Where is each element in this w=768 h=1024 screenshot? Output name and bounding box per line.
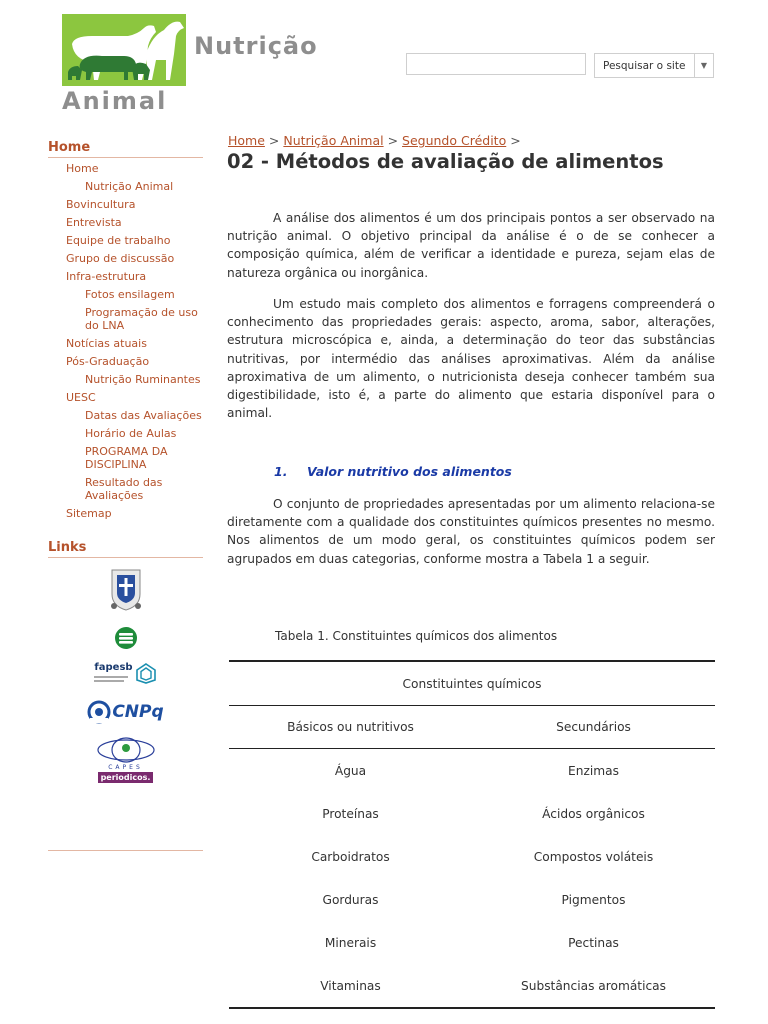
site-logo[interactable] [62,14,186,86]
breadcrumb-separator: > [387,133,399,148]
cnpq-mark [87,700,163,724]
site-title-line2[interactable]: Animal [62,87,168,115]
table-cell: Pectinas [568,935,619,950]
uesc-crest-icon [108,566,144,612]
breadcrumb-home[interactable]: Home [228,133,265,148]
table-cell: Carboidratos [311,849,390,864]
sidebar-item[interactable]: Entrevista [66,216,122,229]
search-button[interactable] [594,53,714,78]
sidebar-item[interactable]: Bovincultura [66,198,136,211]
capes-mark [96,736,156,783]
page-title: 02 - Métodos de avaliação de alimentos [227,150,664,173]
paragraph-study-text: Um estudo mais completo dos alimentos e forragens compreenderá o conhecimento das propriedades gerais: aspecto, aroma, sabor, alterações, estrutura microscópica e, ainda, a determinação do teor das substâncias nutritivas, por intermédio das análises aproximativas. Além da análise aproximativa de um alimento, o nutricionista deseja conhecer também sua digestibilidade, isto é, a parte do alimento que estaria disponível para o animal. [227,297,715,421]
table-cell: Ácidos orgânicos [542,806,645,821]
uesc-logo[interactable] [48,566,203,612]
paragraph-study [227,295,715,422]
search-button-label: Pesquisar o site [603,59,686,72]
table-cell: Minerais [324,935,377,950]
sidebar-item[interactable]: Sitemap [66,507,112,520]
sidebar-heading-home[interactable]: Home [48,140,203,158]
breadcrumb-nutricao-animal[interactable]: Nutrição Animal [283,133,384,148]
sidebar [48,140,203,795]
table-row [229,921,715,964]
breadcrumb-separator: > [268,133,280,148]
table-caption: Tabela 1. Constituintes químicos dos alimentos [275,629,558,643]
capes-periodicos-logo[interactable] [48,736,203,783]
sidebar-divider [48,850,203,851]
section-title: Valor nutritivo dos alimentos [307,464,512,479]
sidebar-item[interactable]: Horário de Aulas [85,427,177,440]
breadcrumb-segundo-credito[interactable]: Segundo Crédito [402,133,507,148]
chevron-down-icon[interactable]: ▼ [694,54,713,77]
fapesb-emblem-icon [135,662,157,684]
sidebar-item[interactable]: UESC [66,391,96,404]
cnpq-wordmark: CNPq [112,702,164,722]
table-row [229,878,715,921]
fapesb-subtext-line [94,676,128,678]
sidebar-item[interactable]: Nutrição Animal [85,180,174,193]
table-row [229,835,715,878]
fapesb-wordmark: fapesb [94,662,133,673]
table-row [229,749,715,793]
table-cell: Compostos voláteis [533,849,654,864]
table-column-header: Básicos ou nutritivos [229,706,472,749]
table-column-header: Secundários [472,706,715,749]
sidebar-item[interactable]: Nutrição Ruminantes [85,373,201,386]
table-cell: Pigmentos [561,892,626,907]
sidebar-item[interactable]: PROGRAMA DA DISCIPLINA [85,445,168,471]
sidebar-item[interactable]: Equipe de trabalho [66,234,171,247]
fapesb-mark [94,662,156,684]
sidebar-item[interactable]: Pós-Graduação [66,355,150,368]
sidebar-nav [48,162,203,520]
breadcrumb-separator: > [510,133,521,148]
cnpq-emblem-icon [87,700,111,724]
sidebar-item[interactable]: Notícias atuais [66,337,147,350]
sidebar-item[interactable]: Grupo de discussão [66,252,175,265]
fapesb-text-block [94,662,132,682]
breadcrumb [228,133,521,148]
table-cell: Proteínas [322,806,379,821]
partner-logos [48,566,203,783]
table-cell: Vitaminas [229,964,472,1008]
section-heading [274,464,512,479]
paragraph-intro [227,209,715,282]
animals-logo-icon [62,14,186,86]
capes-wordmark: CAPES [108,764,143,771]
table-cell: Gorduras [322,892,379,907]
table-cell: Água [334,763,367,778]
paragraph-properties-text: O conjunto de propriedades apresentadas por um alimento relaciona-se diretamente com a qualidade dos constituintes químicos presentes no mesmo. Nos alimentos de um modo geral, os constituintes químicos podem ser agrupados em duas categorias, conforme mostra a Tabela 1 a seguir. [227,497,715,566]
sidebar-item[interactable]: Programação de uso do LNA [85,306,198,332]
table-row [229,964,715,1008]
table-header: Constituintes químicos [229,661,715,706]
sidebar-item[interactable]: Home [66,162,99,175]
site-title-line1[interactable]: Nutrição [194,32,318,60]
table-cell: Enzimas [568,763,619,778]
search-input[interactable] [406,53,586,75]
table-row [229,792,715,835]
chemical-constituents-table [229,660,715,1009]
paragraph-intro-text: A análise dos alimentos é um dos principais pontos a ser observado na nutrição animal. O objetivo principal da análise é o de se conhecer a composição química, além de verificar a identidade e pureza, sejam elas de natureza orgânica ou inorgânica. [227,211,715,280]
fapesb-logo[interactable] [48,662,203,684]
green-s-logo[interactable] [48,626,203,650]
sidebar-heading-links: Links [48,540,203,558]
section-number: 1. [274,464,288,479]
sidebar-item[interactable]: Infra-estrutura [66,270,147,283]
sidebar-item[interactable]: Resultado das Avaliações [85,476,163,502]
table-cell: Substâncias aromáticas [472,964,715,1008]
sidebar-item[interactable]: Datas das Avaliações [85,409,202,422]
green-s-icon [114,626,138,650]
fapesb-subtext-line [94,680,124,682]
cnpq-logo[interactable] [48,700,203,724]
paragraph-properties [227,495,715,568]
sidebar-item[interactable]: Fotos ensilagem [85,288,175,301]
periodicos-wordmark: periodicos. [98,772,154,783]
